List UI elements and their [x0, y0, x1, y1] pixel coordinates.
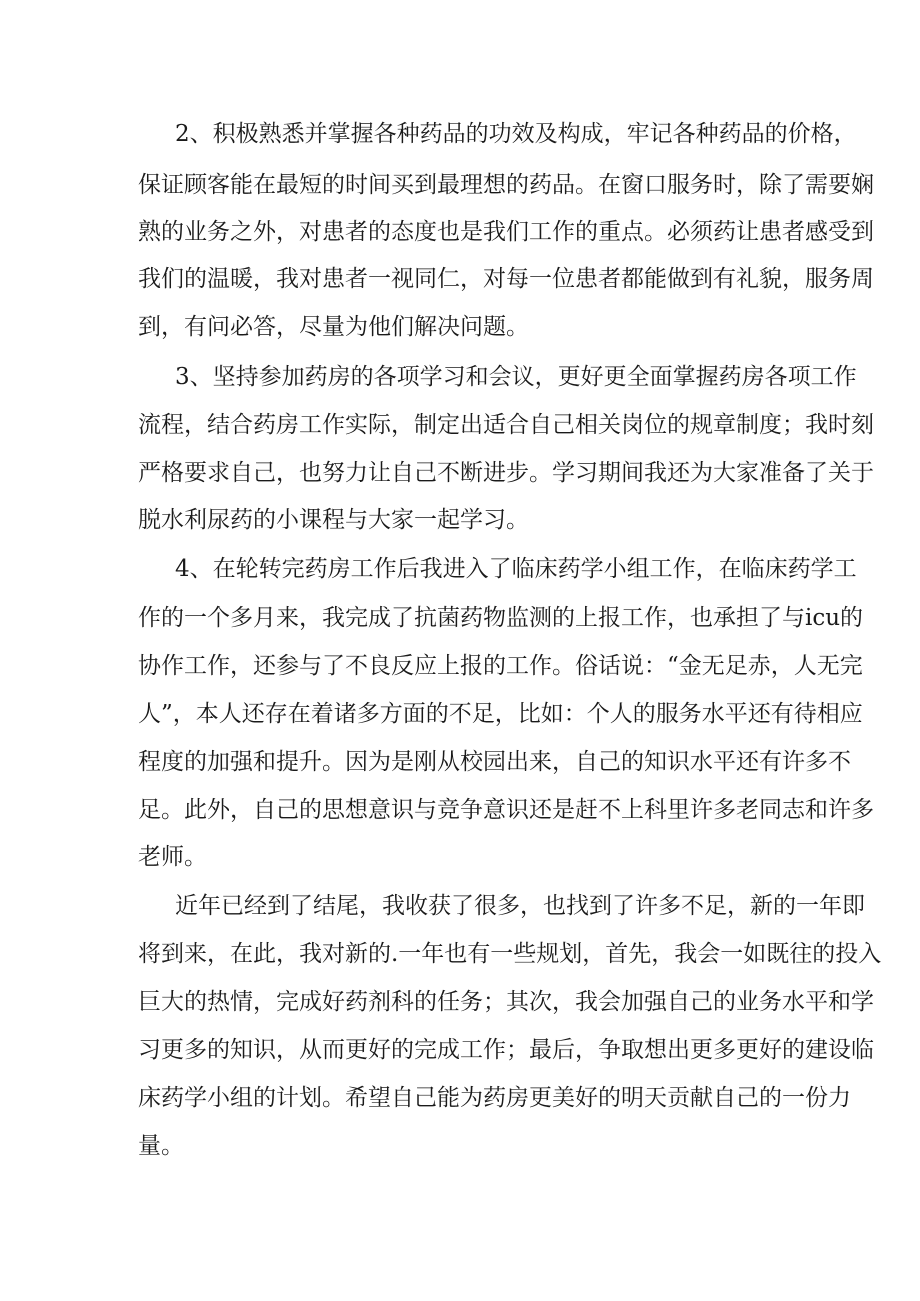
text-line: 4、在轮转完药房工作后我进入了临床药学小组工作，在临床药学工: [175, 556, 857, 582]
text-line: 程度的加强和提升。因为是刚从校园出来，自己的知识水平还有许多不: [138, 749, 851, 775]
text-line: 3、坚持参加药房的各项学习和会议，更好更全面掌握药房各项工作: [175, 364, 857, 390]
text-line: 习更多的知识，从而更好的完成工作；最后，争取想出更多更好的建设临: [138, 1037, 874, 1063]
text-line: 老师。: [138, 844, 207, 870]
text-line: 熟的业务之外，对患者的态度也是我们工作的重点。必须药让患者感受到: [138, 219, 874, 245]
text-line: 严格要求自己，也努力让自己不断进步。学习期间我还为大家准备了关于: [138, 460, 874, 486]
text-line: 近年已经到了结尾，我收获了很多，也找到了许多不足，新的一年即: [175, 893, 865, 919]
text-line: 将到来，在此，我对新的.一年也有一些规划，首先，我会一如既往的投入: [138, 941, 882, 967]
text-line: 协作工作，还参与了不良反应上报的工作。俗话说：“金无足赤，人无完: [138, 653, 863, 679]
text-line: 作的一个多月来，我完成了抗菌药物监测的上报工作，也承担了与icu的: [138, 605, 864, 631]
text-line: 流程，结合药房工作实际，制定出适合自己相关岗位的规章制度；我时刻: [138, 412, 874, 438]
text-line: 我们的温暖，我对患者一视同仁，对每一位患者都能做到有礼貌，服务周: [138, 266, 874, 292]
text-line: 人”，本人还存在着诸多方面的不足，比如：个人的服务水平还有待相应: [138, 701, 863, 727]
text-line: 量。: [138, 1133, 184, 1159]
text-line: 到，有问必答，尽量为他们解决问题。: [138, 314, 529, 340]
text-line: 床药学小组的计划。希望自己能为药房更美好的明天贡献自己的一份力: [138, 1085, 851, 1111]
text-line: 2、积极熟悉并掌握各种药品的功效及构成，牢记各种药品的价格，: [175, 121, 857, 147]
text-line: 巨大的热情，完成好药剂科的任务；其次，我会加强自己的业务水平和学: [138, 989, 874, 1015]
text-line: 脱水利尿药的小课程与大家一起学习。: [138, 507, 529, 533]
text-line: 保证顾客能在最短的时间买到最理想的药品。在窗口服务时，除了需要娴: [138, 172, 874, 198]
text-line: 足。此外，自己的思想意识与竞争意识还是赶不上科里许多老同志和许多: [138, 797, 874, 823]
